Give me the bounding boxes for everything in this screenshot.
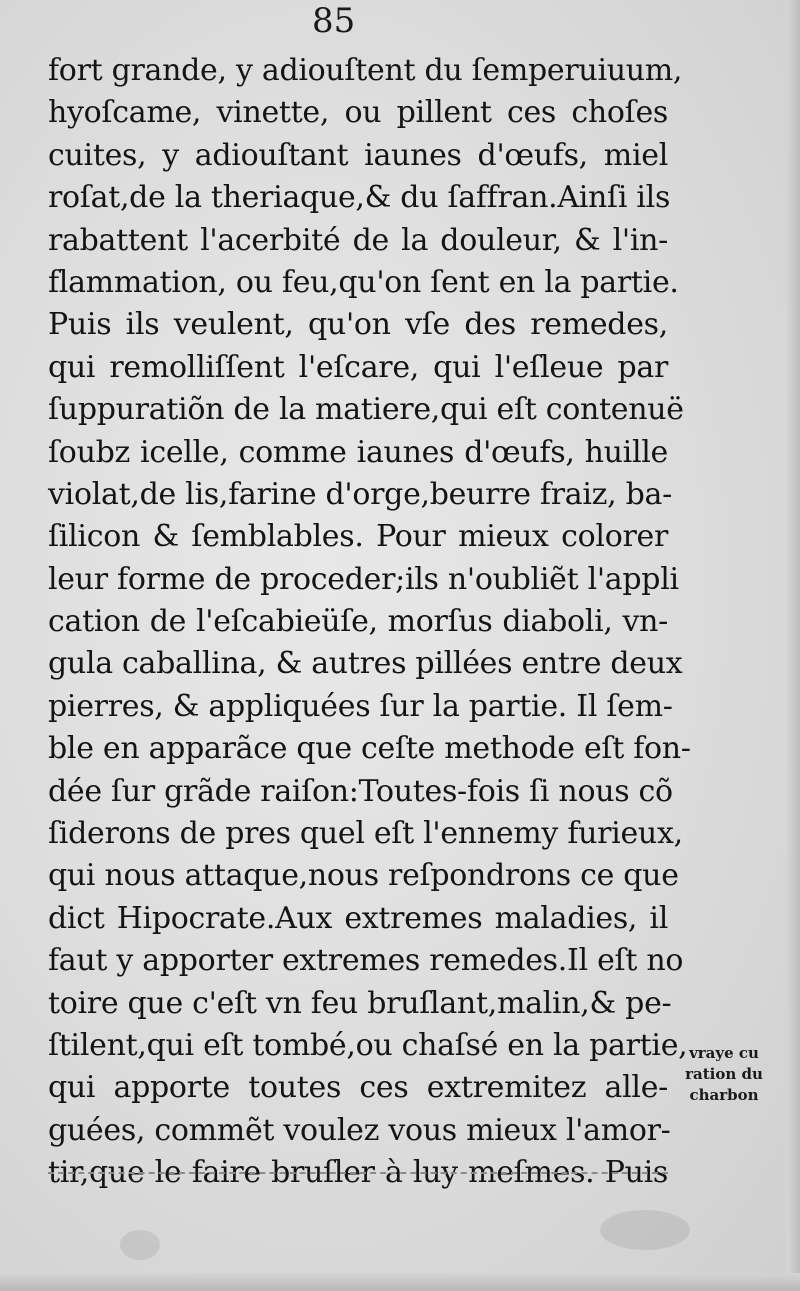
- margin-note: [674, 1043, 774, 1106]
- page-edge-right: [786, 0, 800, 1291]
- text-line: qui nous attaque,nous reſpondrons ce que: [48, 858, 679, 894]
- text-line: tir,que le faire bruſler à luy meſmes. Puis: [48, 1155, 668, 1191]
- page-number: 85: [312, 1, 356, 41]
- paper-stain: [600, 1210, 690, 1250]
- text-line: ble en apparãce que ceſte methode eſt fon-: [48, 731, 691, 767]
- text-line: toire que c'eſt vn feu bruſlant,malin,& pe-: [48, 985, 672, 1021]
- text-line: Puis ils veulent, qu'on vſe des remedes,: [48, 307, 668, 343]
- text-line: gula caballina, & autres pillées entre deux: [48, 646, 683, 682]
- text-line: roſat,de la theriaque,& du ſaffran.Ainſi ils: [48, 180, 671, 216]
- text-line: fort grande, y adiouſtent du ſemperuiuum,: [48, 53, 683, 88]
- text-line: cuites, y adiouſtant iaunes d'œufs, miel: [48, 137, 668, 173]
- paper-stain: [120, 1230, 160, 1260]
- body-text: [48, 50, 691, 1195]
- text-line: rabattent l'acerbité de la douleur, & l'in-: [48, 222, 668, 258]
- text-line: pierres, & appliquées ſur la partie. Il ſem-: [48, 688, 673, 724]
- text-line: violat,de lis,farine d'orge,beurre fraiz, ba-: [48, 476, 672, 512]
- margin-note-line: vraye cu: [689, 1044, 759, 1062]
- text-line: ſilicon & ſemblables. Pour mieux colorer: [48, 519, 668, 555]
- text-line: ſoubz icelle, comme iaunes d'œufs, huille: [48, 434, 668, 470]
- text-line: cation de l'eſcabieüſe, morſus diaboli, vn-: [48, 604, 668, 640]
- bottom-rule: [48, 1172, 668, 1174]
- text-line: flammation, ou feu,qu'on ſent en la partie.: [48, 264, 679, 300]
- page-edge-bottom: [0, 1273, 800, 1291]
- text-line: dée ſur grãde raiſon:Toutes-fois ſi nous cõ: [48, 773, 673, 809]
- margin-note-line: ration du: [685, 1065, 763, 1083]
- text-line: faut y apporter extremes remedes.Il eſt no: [48, 943, 684, 979]
- text-line: qui apporte toutes ces extremitez alle-: [48, 1070, 668, 1106]
- text-line: ſiderons de pres quel eſt l'ennemy furieux,: [48, 816, 683, 852]
- text-line: leur forme de proceder;ils n'oubliẽt l'appli: [48, 561, 679, 597]
- margin-note-line: charbon: [689, 1086, 759, 1104]
- text-line: qui remolliſſent l'eſcare, qui l'eſleue par: [48, 349, 668, 385]
- text-line: dict Hipocrate.Aux extremes maladies, il: [48, 900, 668, 936]
- text-line: guées, commẽt voulez vous mieux l'amor-: [48, 1112, 671, 1148]
- text-line: ſtilent,qui eſt tombé,ou chaſsé en la partie,: [48, 1027, 688, 1063]
- text-line: ſuppuratiõn de la matiere,qui eſt contenuë: [48, 392, 684, 428]
- text-line: hyoſcame, vinette, ou pillent ces choſes: [48, 95, 668, 131]
